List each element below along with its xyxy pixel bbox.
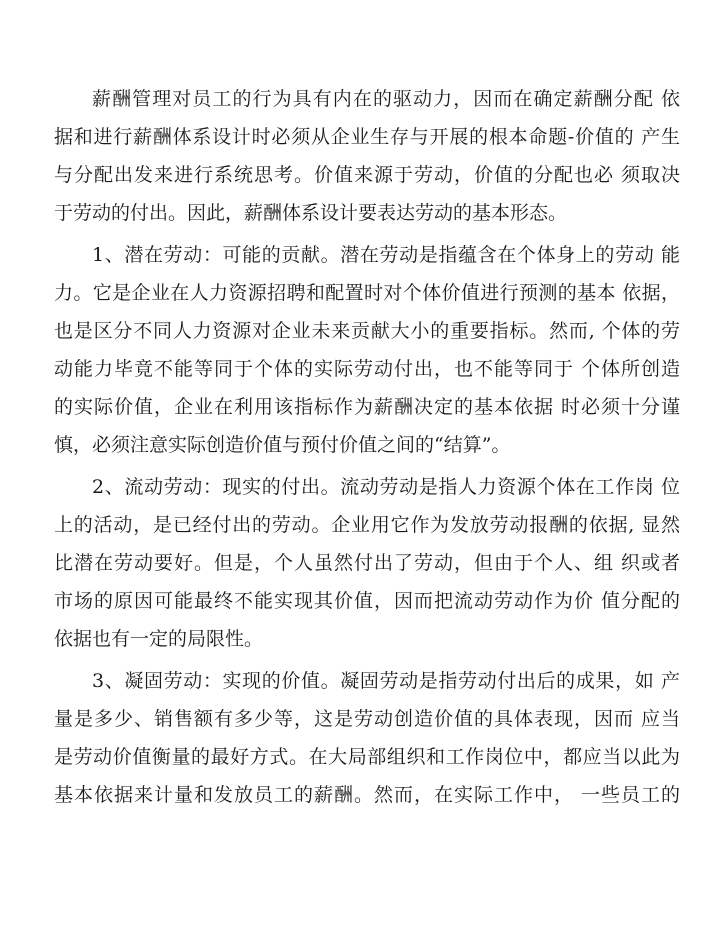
text-line: 的实际价值，企业在利用该指标作为薪酬决定的基本依据 时必须十分谨 xyxy=(54,396,680,418)
document-body xyxy=(54,80,680,818)
text-line: 力。它是企业在人力资源招聘和配置时对个体价值进行预测的基本 依据， xyxy=(54,282,680,304)
text-line: 1、潜在劳动：可能的贡献。潜在劳动是指蕴含在个体身上的劳动 能 xyxy=(92,244,680,266)
paragraph-intro xyxy=(54,80,680,232)
text-line: 于劳动的付出。因此，薪酬体系设计要表达劳动的基本形态。 xyxy=(54,202,568,224)
text-line: 依据也有一定的局限性。 xyxy=(54,628,264,650)
text-line: 据和进行薪酬体系设计时必须从企业生存与开展的根本命题-价值的 产生 xyxy=(54,126,680,148)
text-line: 动能力毕竟不能等同于个体的实际劳动付出，也不能等同于 个体所创造 xyxy=(54,358,680,380)
text-line: 比潜在劳动要好。但是，个人虽然付出了劳动，但由于个人、组 织或者 xyxy=(54,552,680,574)
text-line: 2、流动劳动：现实的付出。流动劳动是指人力资源个体在工作岗 位 xyxy=(92,476,680,498)
text-line: 上的活动，是已经付出的劳动。企业用它作为发放劳动报酬的依据, 显然 xyxy=(54,514,680,536)
text-line: 基本依据来计量和发放员工的薪酬。然而，在实际工作中， 一些员工的 xyxy=(54,784,680,806)
text-line: 与分配出发来进行系统思考。价值来源于劳动，价值的分配也必 须取决 xyxy=(54,164,680,186)
text-line: 市场的原因可能最终不能实现其价值，因而把流动劳动作为价 值分配的 xyxy=(54,590,680,612)
paragraph-flowing-labor xyxy=(54,468,680,658)
paragraph-potential-labor xyxy=(54,236,680,464)
text-line: 也是区分不同人力资源对企业未来贡献大小的重要指标。然而, 个体的劳 xyxy=(54,320,680,342)
text-line: 量是多少、销售额有多少等，这是劳动创造价值的具体表现，因而 应当 xyxy=(54,708,680,730)
text-line: 3、凝固劳动：实现的价值。凝固劳动是指劳动付出后的成果，如 产 xyxy=(92,670,680,692)
text-line: 慎，必须注意实际创造价值与预付价值之间的“结算”。 xyxy=(54,434,511,456)
paragraph-solidified-labor xyxy=(54,662,680,814)
text-line: 薪酬管理对员工的行为具有内在的驱动力，因而在确定薪酬分配 依 xyxy=(92,88,680,110)
text-line: 是劳动价值衡量的最好方式。在大局部组织和工作岗位中，都应当以此为 xyxy=(54,746,680,768)
